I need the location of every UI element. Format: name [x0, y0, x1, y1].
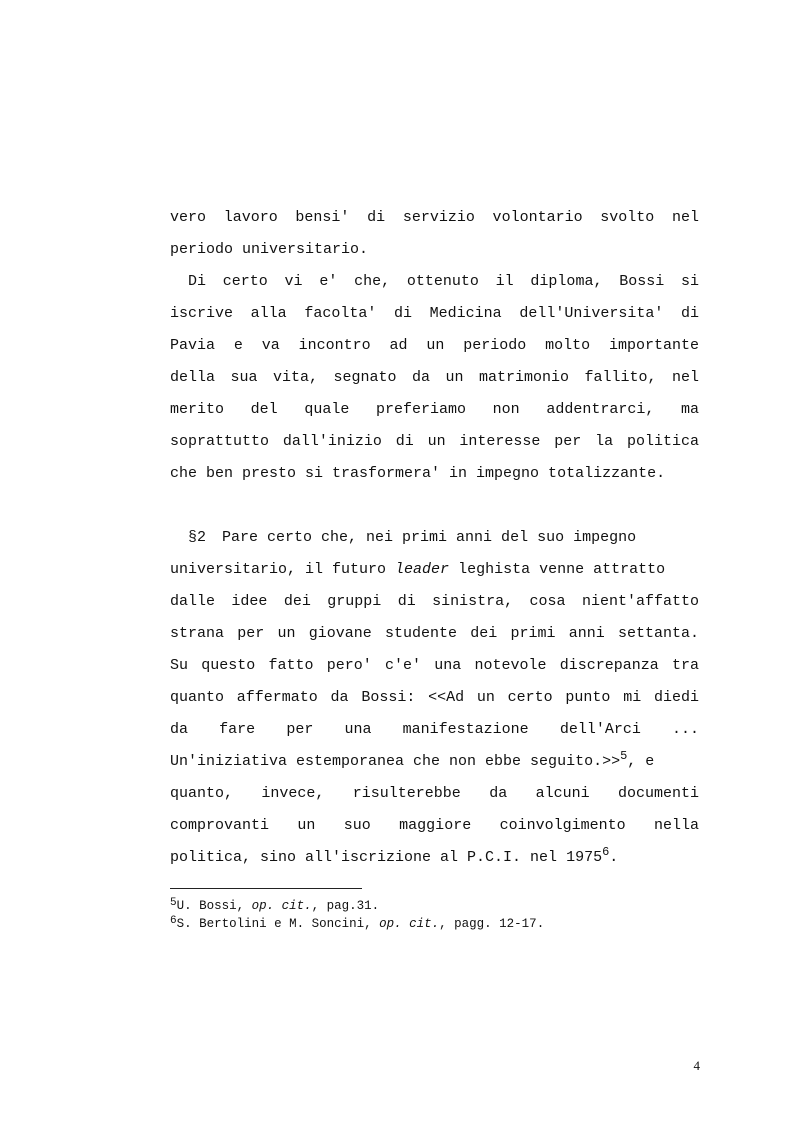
footnote-ref: 6 — [602, 845, 610, 859]
footnotes — [170, 897, 730, 933]
text-segment: universitario, il futuro — [170, 561, 396, 578]
footnote-text: , pagg. 12-17. — [439, 917, 545, 931]
italic-term: leader — [395, 561, 450, 578]
text-line — [170, 554, 699, 586]
text-line: che ben presto si trasformera' in impegno totalizzante. — [170, 465, 666, 482]
text-segment: , e — [627, 753, 655, 770]
footnote-ref: 5 — [620, 749, 628, 763]
section-mark: §2 — [188, 529, 207, 546]
text-line — [170, 522, 699, 554]
footnote-number: 6 — [170, 915, 177, 927]
text-segment: . — [609, 849, 619, 866]
footnote-separator — [170, 888, 362, 889]
text-line: da fare per una manifestazione dell'Arci ... — [170, 721, 699, 738]
text-line: Pavia e va incontro ad un periodo molto importante — [170, 337, 699, 354]
text-line: strana per un giovane studente dei primi anni settanta. — [170, 625, 699, 642]
footnote-text: U. Bossi, — [176, 899, 252, 913]
text-line — [170, 842, 699, 874]
footnote-number: 5 — [170, 897, 177, 909]
page-number: 4 — [693, 1058, 700, 1073]
footnote-text: S. Bertolini e M. Soncini, — [176, 917, 380, 931]
text-line: vero lavoro bensi' di servizio volontario svolto nel — [170, 209, 699, 226]
text-line: periodo universitario. — [170, 241, 369, 258]
text-segment: leghista venne attratto — [449, 561, 666, 578]
footnote-6 — [170, 915, 730, 933]
text-line: dalle idee dei gruppi di sinistra, cosa nient'affatto — [170, 593, 699, 610]
footnote-5 — [170, 897, 730, 915]
text-line: Di certo vi e' che, ottenuto il diploma, Bossi si — [188, 273, 699, 290]
text-line: comprovanti un suo maggiore coinvolgimento nella — [170, 817, 699, 834]
text-line: quanto affermato da Bossi: <<Ad un certo punto mi diedi — [170, 689, 699, 706]
footnote-italic: op. cit. — [379, 917, 440, 931]
text-line: merito del quale preferiamo non addentrarci, ma — [170, 401, 699, 418]
text-segment: Pare certo che, nei primi anni del suo impegno — [222, 529, 637, 546]
paragraph-1 — [170, 202, 699, 490]
text-segment: politica, sino all'iscrizione al P.C.I. nel 1975 — [170, 849, 603, 866]
text-line: iscrive alla facolta' di Medicina dell'Universita' di — [170, 305, 699, 322]
text-segment: Un'iniziativa estemporanea che non ebbe seguito.>> — [170, 753, 621, 770]
footnote-italic: op. cit. — [251, 899, 312, 913]
text-line — [170, 746, 699, 778]
text-line: soprattutto dall'inizio di un interesse per la politica — [170, 433, 699, 450]
paragraph-2 — [170, 522, 699, 874]
text-line: della sua vita, segnato da un matrimonio fallito, nel — [170, 369, 699, 386]
footnote-text: , pag.31. — [311, 899, 380, 913]
text-line: quanto, invece, risulterebbe da alcuni documenti — [170, 785, 699, 802]
text-line: Su questo fatto pero' c'e' una notevole discrepanza tra — [170, 657, 699, 674]
